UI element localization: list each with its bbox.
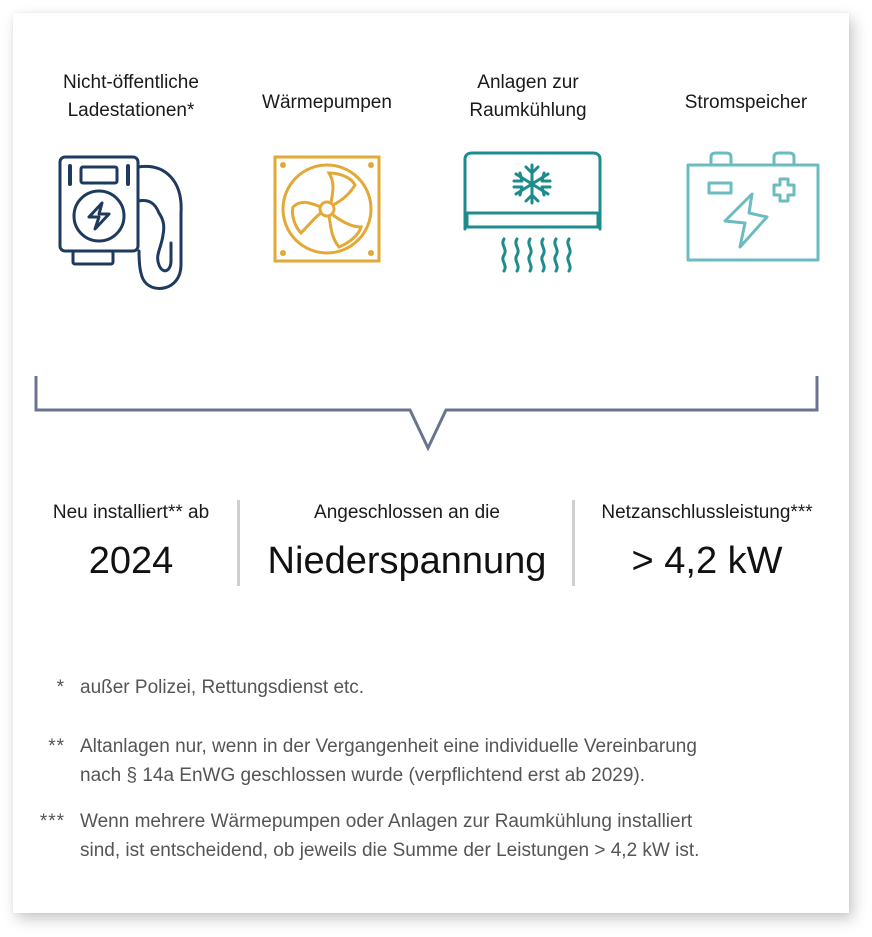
criteria-caption-connected: Angeschlossen an die — [314, 502, 500, 523]
footnote-line: Altanlagen nur, wenn in der Vergangenheit eine individuelle Vereinbarung — [80, 736, 697, 757]
criteria-value-voltage: Niederspannung — [267, 540, 547, 582]
label-line: Raumkühlung — [469, 100, 587, 121]
footnote-marker: * — [56, 677, 65, 698]
footnote-line: sind, ist entscheidend, ob jeweils die Summe der Leistungen > 4,2 kW ist. — [80, 840, 700, 861]
label-line: Wärmepumpen — [262, 92, 392, 113]
divider — [572, 500, 575, 586]
grouping-bracket — [13, 13, 849, 473]
footnote-line: nach § 14a EnWG geschlossen wurde (verpflichtend erst ab 2029). — [80, 765, 646, 786]
criteria-caption-power: Netzanschlussleistung*** — [601, 502, 813, 523]
criteria-value-year: 2024 — [88, 540, 174, 582]
footnote-marker: *** — [39, 811, 65, 832]
footnote-text — [80, 673, 840, 702]
footnote-line: außer Polizei, Rettungsdienst etc. — [80, 677, 365, 698]
label-line: Anlagen zur — [477, 72, 579, 93]
footnote-marker: ** — [48, 736, 65, 757]
footnote-text — [80, 807, 840, 865]
footnote-line: Wenn mehrere Wärmepumpen oder Anlagen zur Raumkühlung installiert — [80, 811, 693, 832]
label-line: Stromspeicher — [684, 92, 808, 113]
criteria-caption-installed: Neu installiert** ab — [52, 502, 210, 523]
divider — [237, 500, 240, 586]
footnote-text — [80, 732, 840, 790]
label-line: Ladestationen* — [67, 100, 195, 121]
label-line: Nicht-öffentliche — [63, 72, 199, 93]
infographic-card — [13, 13, 849, 913]
criteria-value-power: > 4,2 kW — [631, 540, 783, 582]
